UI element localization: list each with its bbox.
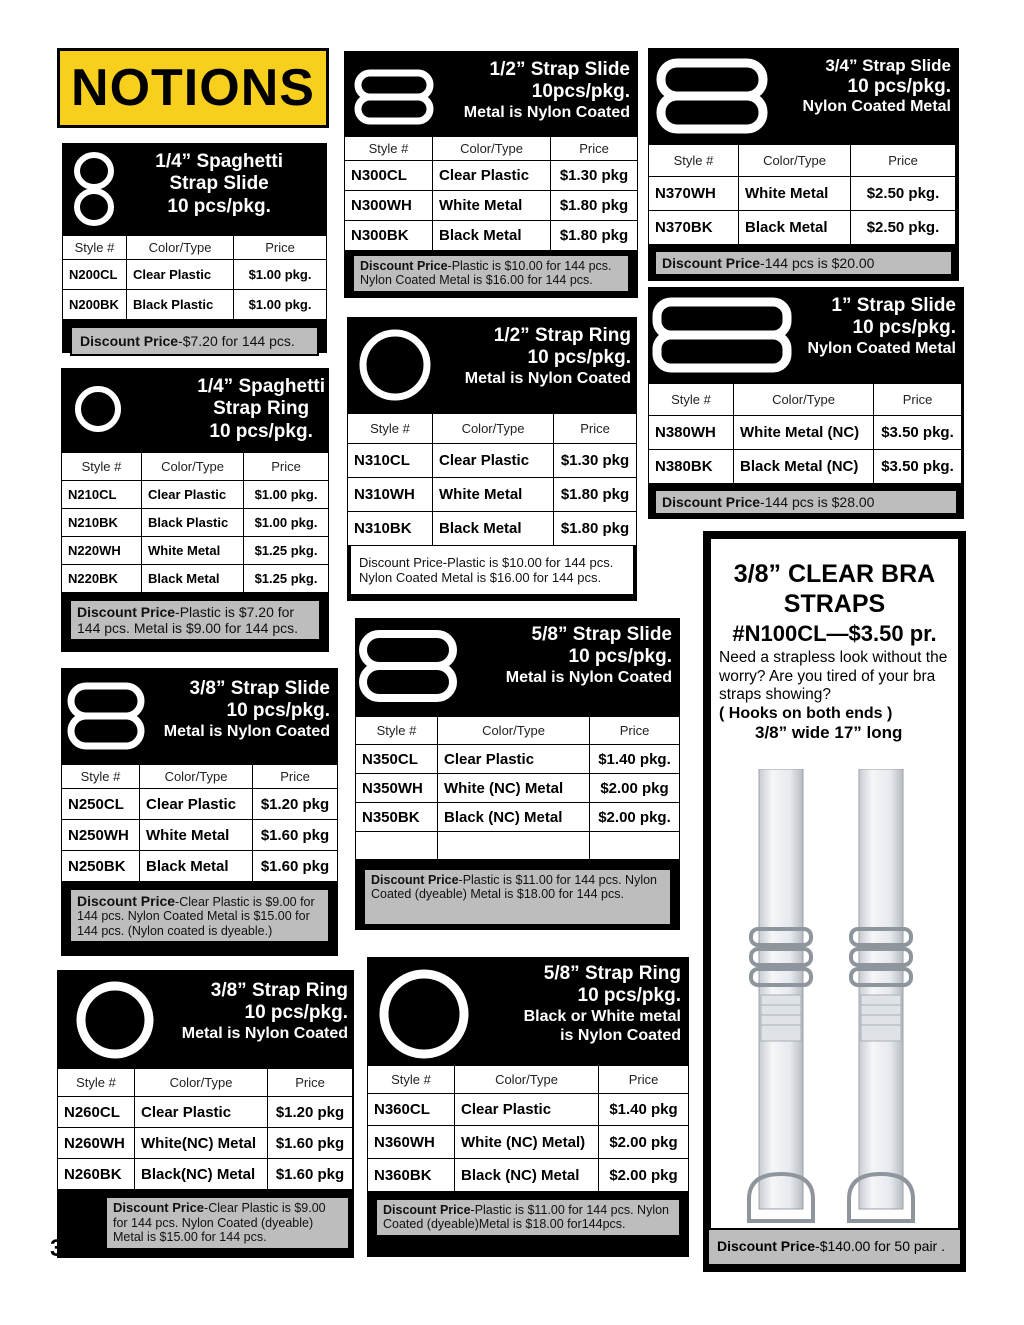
card-title-line: 1/2” Strap Ring xyxy=(493,325,631,346)
style-cell: N310CL xyxy=(348,444,433,478)
card-title-line: 1/4” Spaghetti xyxy=(155,151,283,172)
header-style: Style # xyxy=(345,137,433,161)
discount-box xyxy=(352,254,630,293)
header-style: Style # xyxy=(368,1066,455,1094)
type-cell: Black Metal xyxy=(140,851,253,882)
type-cell: Clear Plastic xyxy=(433,444,554,478)
discount-label: Discount Price xyxy=(717,1238,816,1254)
type-cell xyxy=(438,832,590,860)
discount-text: -Plastic is $7.20 for 144 pcs. Metal is $9.00 for 144 pcs. xyxy=(77,604,299,637)
style-cell: N250BK xyxy=(62,851,140,882)
card-title-line: 1/2” Strap Slide xyxy=(489,59,630,80)
price-table xyxy=(57,1068,353,1190)
type-cell: White Metal xyxy=(433,478,554,512)
card-title-line: 10 pcs/pkg. xyxy=(209,420,313,442)
card-title-line: Black or White metal xyxy=(523,1007,681,1025)
discount-text: -Clear Plastic is $9.00 for 144 pcs. Nylon Coated (dyeable) Metal is $15.00 for 144 pcs. xyxy=(113,1201,326,1245)
style-cell: N260CL xyxy=(58,1097,135,1128)
style-cell: N350WH xyxy=(356,774,438,803)
card-title-line: Strap Ring xyxy=(213,398,310,420)
header-color: Color/Type xyxy=(142,453,244,481)
discount-text: -144 pcs is $20.00 xyxy=(760,255,875,271)
discount-box xyxy=(363,868,672,926)
price-table xyxy=(61,764,338,882)
strap-ring-icon xyxy=(71,382,125,436)
header-price: Price xyxy=(851,145,956,177)
discount-label: Discount Price xyxy=(662,494,761,510)
discount-label: Discount Price xyxy=(113,1200,205,1215)
style-cell xyxy=(356,832,438,860)
header-style: Style # xyxy=(58,1069,135,1097)
style-cell: N250WH xyxy=(62,820,140,851)
style-cell: N370BK xyxy=(649,211,739,245)
price-table xyxy=(648,383,962,484)
header-price: Price xyxy=(244,453,329,481)
type-cell: Black Plastic xyxy=(127,290,234,320)
discount-label: Discount Price xyxy=(77,604,176,620)
discount-label: Discount Price xyxy=(662,255,761,271)
card-title-line: Nylon Coated Metal xyxy=(802,98,951,116)
header-style: Style # xyxy=(649,145,739,177)
price-cell: $1.40 pkg. xyxy=(590,745,680,774)
card-title-line: 10 pcs/pkg. xyxy=(577,985,681,1007)
bra-size: 3/8” wide 17” long xyxy=(755,722,903,742)
price-cell: $2.50 pkg. xyxy=(851,211,956,245)
card-title-line: 1/4” Spaghetti xyxy=(197,376,325,397)
price-cell: $1.60 pkg xyxy=(268,1128,353,1159)
price-cell: $2.00 pkg xyxy=(599,1126,689,1159)
card-title-line: 10 pcs/pkg. xyxy=(852,317,956,339)
price-table xyxy=(355,716,680,860)
product-card-n350 xyxy=(355,618,680,930)
type-cell: Black Metal (NC) xyxy=(734,450,874,484)
product-card-n360 xyxy=(367,957,689,1257)
clear-bra-straps-panel xyxy=(703,531,966,1272)
price-cell: $1.60 pkg xyxy=(253,820,338,851)
price-cell: $1.40 pkg xyxy=(599,1094,689,1126)
type-cell: Black (NC) Metal xyxy=(438,803,590,832)
notions-banner: NOTIONS xyxy=(57,48,329,128)
header-color: Color/Type xyxy=(739,145,851,177)
style-cell: N220BK xyxy=(62,565,142,593)
card-title-line: 1” Strap Slide xyxy=(831,295,956,316)
type-cell: White Metal xyxy=(433,191,551,221)
product-card-n210 xyxy=(61,368,329,652)
price-cell: $2.50 pkg. xyxy=(851,177,956,211)
bra-hooks-note: ( Hooks on both ends ) xyxy=(719,704,893,722)
type-cell: Black Plastic xyxy=(142,509,244,537)
card-title-line: 10 pcs/pkg. xyxy=(847,76,951,98)
header-price: Price xyxy=(234,236,327,260)
price-cell: $1.30 pkg xyxy=(554,444,637,478)
discount-box xyxy=(375,1198,681,1237)
header-color: Color/Type xyxy=(734,384,874,416)
type-cell: Black Metal xyxy=(739,211,851,245)
strap-ring-icon xyxy=(377,967,471,1061)
product-card-n370 xyxy=(648,48,959,281)
price-cell: $1.60 pkg xyxy=(253,851,338,882)
header-style: Style # xyxy=(356,717,438,745)
discount-box xyxy=(69,599,321,641)
bra-straps-photo xyxy=(721,769,947,1239)
style-cell: N360BK xyxy=(368,1159,455,1192)
discount-box xyxy=(70,326,319,356)
card-title-line: Strap Slide xyxy=(169,173,269,195)
type-cell: White Metal xyxy=(142,537,244,565)
product-card-n300 xyxy=(344,51,638,298)
type-cell: White (NC) Metal) xyxy=(455,1126,599,1159)
card-title-line: 10 pcs/pkg. xyxy=(226,700,330,722)
header-color: Color/Type xyxy=(438,717,590,745)
price-cell: $1.00 pkg. xyxy=(234,290,327,320)
bra-title xyxy=(711,539,958,619)
discount-box xyxy=(351,546,633,594)
style-cell: N370WH xyxy=(649,177,739,211)
discount-text: -Plastic is $11.00 for 144 pcs. Nylon Coated (dyeable) Metal is $18.00 for 144 pcs. xyxy=(371,873,658,902)
card-title-line: 5/8” Strap Ring xyxy=(543,963,681,984)
card-title-line: Metal is Nylon Coated xyxy=(464,369,631,387)
discount-text: -$140.00 for 50 pair . xyxy=(815,1238,946,1254)
card-title-line: 3/8” Strap Slide xyxy=(189,678,330,699)
price-cell: $3.50 pkg. xyxy=(874,450,962,484)
type-cell: Clear Plastic xyxy=(433,161,551,191)
header-color: Color/Type xyxy=(433,137,551,161)
type-cell: Clear Plastic xyxy=(140,789,253,820)
header-price: Price xyxy=(253,765,338,789)
card-title-line: 10 pcs/pkg. xyxy=(568,646,672,668)
price-cell: $1.80 pkg xyxy=(551,221,638,251)
header-price: Price xyxy=(874,384,962,416)
style-cell: N310BK xyxy=(348,512,433,546)
strap-slide-icon xyxy=(359,630,459,702)
style-cell: N300WH xyxy=(345,191,433,221)
type-cell: Clear Plastic xyxy=(135,1097,268,1128)
style-cell: N310WH xyxy=(348,478,433,512)
header-price: Price xyxy=(551,137,638,161)
price-cell: $3.50 pkg. xyxy=(874,416,962,450)
price-cell: $1.00 pkg. xyxy=(234,260,327,290)
discount-box xyxy=(709,1228,960,1264)
price-cell: $1.60 pkg xyxy=(268,1159,353,1190)
header-color: Color/Type xyxy=(140,765,253,789)
header-style: Style # xyxy=(649,384,734,416)
product-card-n310 xyxy=(347,317,637,601)
price-cell: $1.00 pkg. xyxy=(244,481,329,509)
discount-label: Discount Price xyxy=(77,893,176,909)
price-cell xyxy=(590,832,680,860)
type-cell: White (NC) Metal xyxy=(438,774,590,803)
strap-slide-icon xyxy=(70,149,118,229)
card-title-line: 3/8” Strap Ring xyxy=(210,980,348,1001)
style-cell: N350CL xyxy=(356,745,438,774)
strap-ring-icon xyxy=(73,978,157,1062)
discount-text: -144 pcs is $28.00 xyxy=(760,494,875,510)
price-table xyxy=(62,235,327,320)
style-cell: N200BK xyxy=(63,290,127,320)
card-title-line: 5/8” Strap Slide xyxy=(531,624,672,645)
type-cell: Clear Plastic xyxy=(127,260,234,290)
type-cell: Clear Plastic xyxy=(455,1094,599,1126)
discount-box xyxy=(69,888,330,943)
discount-label: Discount Price xyxy=(371,873,459,887)
bra-description: Need a strapless look without the worry? Are you tired of your bra straps showing? xyxy=(719,649,948,704)
type-cell: White Metal xyxy=(140,820,253,851)
product-card-n260 xyxy=(57,970,354,1258)
style-cell: N250CL xyxy=(62,789,140,820)
discount-text: -Clear Plastic is $9.00 for 144 pcs. Nylon Coated Metal is $15.00 for 144 pcs. (Nylon coated is dyeable.) xyxy=(77,895,315,938)
price-cell: $1.80 pkg xyxy=(554,512,637,546)
discount-label: Discount Price xyxy=(360,259,448,273)
strap-ring-icon xyxy=(355,325,435,405)
discount-box xyxy=(654,250,953,276)
price-cell: $1.20 pkg xyxy=(253,789,338,820)
discount-box xyxy=(105,1196,350,1250)
card-title-line: Metal is Nylon Coated xyxy=(463,103,630,121)
style-cell: N260BK xyxy=(58,1159,135,1190)
price-cell: $2.00 pkg. xyxy=(590,803,680,832)
product-card-n250 xyxy=(61,668,338,956)
header-color: Color/Type xyxy=(135,1069,268,1097)
header-color: Color/Type xyxy=(455,1066,599,1094)
strap-slide-icon xyxy=(652,297,792,373)
card-title-line: 10pcs/pkg. xyxy=(531,81,630,103)
bra-title-line: 3/8” CLEAR BRA xyxy=(733,560,936,588)
card-title-line: Metal is Nylon Coated xyxy=(505,668,672,686)
card-title-line: 10 pcs/pkg. xyxy=(527,347,631,369)
type-cell: Black Metal xyxy=(433,512,554,546)
strap-slide-icon xyxy=(656,58,768,134)
discount-text: -Plastic is $11.00 for 144 pcs. Nylon Coated (dyeable)Metal is $18.00 for144pcs. xyxy=(383,1203,670,1232)
price-cell: $2.00 pkg xyxy=(590,774,680,803)
discount-box xyxy=(654,489,958,515)
type-cell: White Metal (NC) xyxy=(734,416,874,450)
header-style: Style # xyxy=(63,236,127,260)
discount-label: Discount Price xyxy=(383,1203,471,1217)
price-cell: $1.00 pkg. xyxy=(244,509,329,537)
price-cell: $1.25 pkg. xyxy=(244,537,329,565)
type-cell: White Metal xyxy=(739,177,851,211)
price-cell: $1.20 pkg xyxy=(268,1097,353,1128)
price-cell: $1.30 pkg xyxy=(551,161,638,191)
header-style: Style # xyxy=(62,453,142,481)
header-price: Price xyxy=(599,1066,689,1094)
card-title-line: Metal is Nylon Coated xyxy=(181,1024,348,1042)
price-cell: $1.25 pkg. xyxy=(244,565,329,593)
style-cell: N300BK xyxy=(345,221,433,251)
style-cell: N210BK xyxy=(62,509,142,537)
discount-text: -Plastic is $10.00 for 144 pcs. Nylon Coated Metal is $16.00 for 144 pcs. xyxy=(360,259,612,288)
type-cell: White(NC) Metal xyxy=(135,1128,268,1159)
price-table xyxy=(61,452,329,593)
style-cell: N350BK xyxy=(356,803,438,832)
product-card-n380 xyxy=(648,287,964,519)
header-price: Price xyxy=(590,717,680,745)
type-cell: Black(NC) Metal xyxy=(135,1159,268,1190)
discount-label: Discount Price xyxy=(80,333,179,349)
style-cell: N200CL xyxy=(63,260,127,290)
header-price: Price xyxy=(268,1069,353,1097)
style-cell: N360CL xyxy=(368,1094,455,1126)
price-cell: $1.80 pkg xyxy=(554,478,637,512)
price-table xyxy=(344,136,638,251)
style-cell: N260WH xyxy=(58,1128,135,1159)
style-cell: N380BK xyxy=(649,450,734,484)
header-style: Style # xyxy=(62,765,140,789)
page-number: 38 xyxy=(50,1235,77,1262)
bra-title-line: STRAPS xyxy=(783,590,886,618)
style-cell: N380WH xyxy=(649,416,734,450)
card-title-line: Nylon Coated Metal xyxy=(807,339,956,357)
type-cell: Black (NC) Metal xyxy=(455,1159,599,1192)
style-cell: N360WH xyxy=(368,1126,455,1159)
card-title-line: 10 pcs/pkg. xyxy=(244,1002,348,1024)
header-style: Style # xyxy=(348,414,433,444)
style-cell: N220WH xyxy=(62,537,142,565)
card-title-line: Metal is Nylon Coated xyxy=(163,722,330,740)
header-color: Color/Type xyxy=(433,414,554,444)
card-title-line: 10 pcs/pkg. xyxy=(167,195,271,217)
type-cell: Clear Plastic xyxy=(142,481,244,509)
card-title-line: 3/4” Strap Slide xyxy=(825,56,951,75)
strap-slide-icon xyxy=(354,69,434,125)
discount-text: -$7.20 for 144 pcs. xyxy=(178,333,295,349)
type-cell: Black Metal xyxy=(433,221,551,251)
price-table xyxy=(367,1065,689,1192)
price-cell: $1.80 pkg xyxy=(551,191,638,221)
price-cell: $2.00 pkg xyxy=(599,1159,689,1192)
header-price: Price xyxy=(554,414,637,444)
type-cell: Black Metal xyxy=(142,565,244,593)
style-cell: N300CL xyxy=(345,161,433,191)
type-cell: Clear Plastic xyxy=(438,745,590,774)
product-card-n200 xyxy=(62,143,327,353)
price-table xyxy=(648,144,956,245)
header-color: Color/Type xyxy=(127,236,234,260)
strap-slide-icon xyxy=(67,682,147,752)
card-title-line: is Nylon Coated xyxy=(560,1026,681,1044)
price-table xyxy=(347,413,637,546)
discount-text: Discount Price-Plastic is $10.00 for 144 pcs. Nylon Coated Metal is $16.00 for 144 pcs. xyxy=(359,555,614,585)
style-cell: N210CL xyxy=(62,481,142,509)
bra-code-price: #N100CL—$3.50 pr. xyxy=(732,621,937,646)
